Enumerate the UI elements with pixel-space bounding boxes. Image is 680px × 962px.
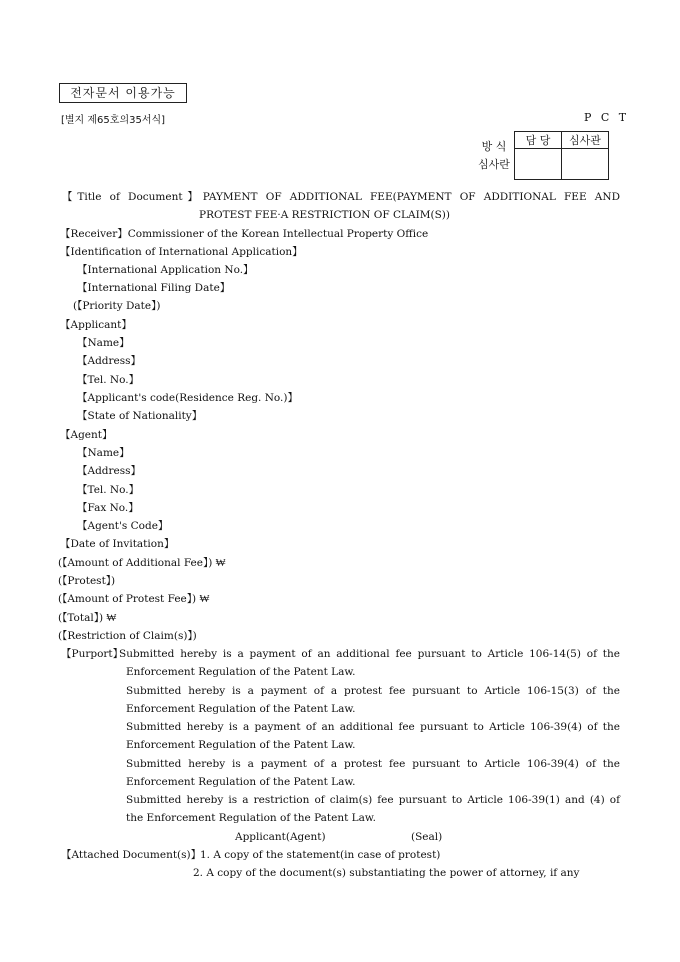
examiner-row-label [470,132,515,180]
attached-documents-label: 【Attached Document(s)】 [61,849,202,861]
examiner-table [470,131,609,180]
identification-heading: 【Identification of International Application】 [60,246,303,258]
agent-name: 【Name】 [77,447,130,459]
purport-1-line-1: Submitted hereby is a payment of an additional fee pursuant to Article 106-14(5) of the [119,648,620,660]
applicant-name: 【Name】 [77,337,130,349]
agent-address: 【Address】 [77,465,142,477]
exam-label-column: 심사란 [478,157,510,171]
applicant-nationality: 【State of Nationality】 [77,410,203,422]
applicant-code: 【Applicant's code(Residence Reg. No.)】 [77,392,298,404]
amount-protest-fee: (【Amount of Protest Fee】) ₩ [58,593,210,605]
purport-5-line-1: Submitted hereby is a restriction of claim(s) fee pursuant to Article 106-39(1) and (4) of [126,794,620,806]
pct-label: P C T [584,111,630,124]
total: (【Total】) ₩ [58,612,117,624]
exam-label-method: 방 식 [481,139,507,153]
exam-header-charge: 담 당 [515,132,562,149]
restriction-of-claims: (【Restriction of Claim(s)】) [58,630,197,642]
date-of-invitation: 【Date of Invitation】 [60,538,175,550]
title-line-2: PROTEST FEE·A RESTRICTION OF CLAIM(S)) [199,209,450,221]
purport-4-line-1: Submitted hereby is a payment of a protest fee pursuant to Article 106-39(4) of the [126,758,620,770]
receiver: 【Receiver】Commissioner of the Korean Intellectual Property Office [60,228,429,240]
intl-application-no: 【International Application No.】 [77,264,254,276]
agent-fax: 【Fax No.】 [77,502,139,514]
agent-code: 【Agent's Code】 [77,520,169,532]
attached-document-1: 1. A copy of the statement(in case of protest) [200,849,441,861]
title-line-1: 【Title of Document】PAYMENT OF ADDITIONAL FEE(PAYMENT OF ADDITIONAL FEE AND [62,191,620,203]
purport-2-line-2: Enforcement Regulation of the Patent Law. [126,703,356,715]
exam-cell-examiner [562,149,609,180]
exam-header-examiner: 심사관 [562,132,609,149]
purport-3-line-2: Enforcement Regulation of the Patent Law. [126,739,356,751]
purport-5-line-2: the Enforcement Regulation of the Patent Law. [126,812,376,824]
purport-2-line-1: Submitted hereby is a payment of a protest fee pursuant to Article 106-15(3) of the [126,685,620,697]
applicant-heading: 【Applicant】 [60,319,132,331]
form-number: [별지 제65호의35서식] [61,115,166,126]
purport-1-line-2: Enforcement Regulation of the Patent Law. [126,666,356,678]
intl-filing-date: 【International Filing Date】 [77,282,231,294]
purport-4-line-2: Enforcement Regulation of the Patent Law. [126,776,356,788]
protest: (【Protest】) [58,575,116,587]
applicant-tel: 【Tel. No.】 [77,374,140,386]
purport-3-line-1: Submitted hereby is a payment of an additional fee pursuant to Article 106-39(4) of the [126,721,620,733]
signature-seal: (Seal) [411,831,443,843]
applicant-address: 【Address】 [77,355,142,367]
agent-heading: 【Agent】 [60,429,113,441]
priority-date: (【Priority Date】) [73,300,161,312]
attached-document-2: 2. A copy of the document(s) substantiating the power of attorney, if any [193,867,580,879]
amount-additional-fee: (【Amount of Additional Fee】) ₩ [58,557,226,569]
agent-tel: 【Tel. No.】 [77,484,140,496]
signature-applicant-agent: Applicant(Agent) [235,831,326,843]
electronic-document-badge: 전자문서 이용가능 [59,83,187,103]
purport-label: 【Purport】 [61,648,124,660]
exam-cell-charge [515,149,562,180]
